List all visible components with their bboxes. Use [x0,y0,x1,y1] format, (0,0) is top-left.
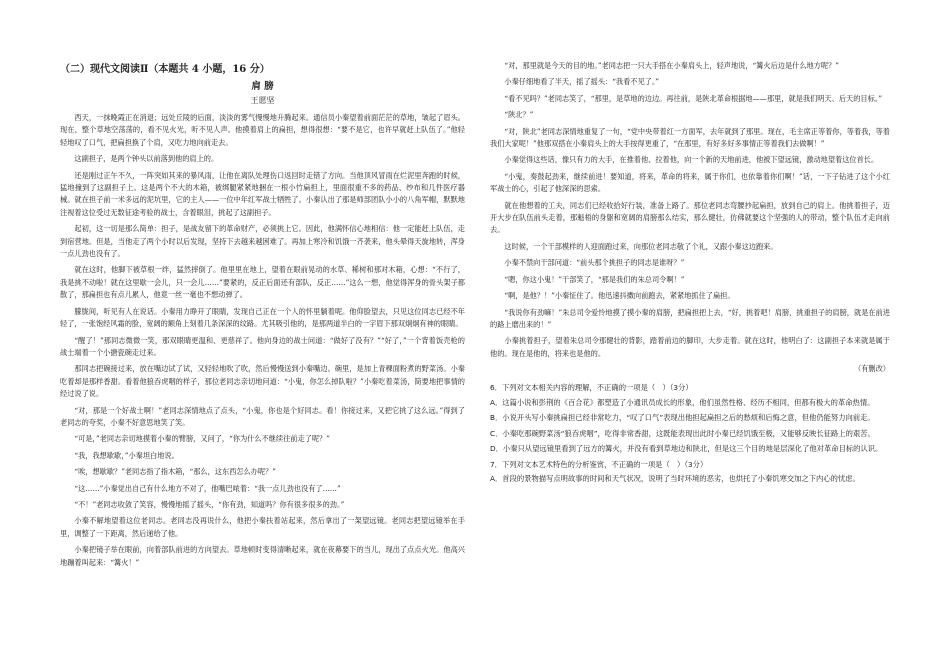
article-paragraph: “陕北？” [504,110,534,120]
article-paragraph: 朦胧间，听见有人在说话。小秦用力睁开了眼睛，发现自己正在一个人的怀里躺着呢。他仰脸望去，只见这位同志已经不年轻了，一张饱经风霜的脸，宽阔的额角上刻着几条深深的纹路。尤其吸引他的，是那两道半白的一字眉下那双炯炯有神的眼睛。 [60,306,465,329]
option-b: B．小说开头写小秦挑扁担已经非常吃力，“叹了口气”表现出他担起扁担之后的愁烦和后悔之意，但他仍能努力向前走。 [490,413,875,423]
article-title: 肩 膀 [251,81,274,92]
section-title: （二）现代文阅读Ⅱ（本题共 4 小题，16 分） [60,64,270,75]
article-paragraph: 西天，一抹晚霞正在消退；远处丘陵的后面，淡淡的雾气慢慢地升腾起来。通信员小秦望着前面茫茫的草地，皱起了眉头。现在，整个草地空荡荡的，看不见火光，听不见人声。他摸着肩上的扁担，想得很想：“要不是它，也许早就赶上队伍了。”他轻轻地叹了口气，把扁担换了个肩，又吃力地向前走去。 [60,113,465,147]
question-7 [490,459,890,485]
article-paragraph: 小秦挑着担子，望着朱总司令那健壮的背影，踏着前边的脚印，大步走着。就在这时，他明白了：这副担子本来就是属于他的。现在是他的，将来也是他的。 [490,336,890,358]
left-column [60,60,465,573]
article-paragraph: 小秦把镜子举在眼前，向着部队前进的方向望去。草地顿时变得清晰起来，就在夜幕要下的当儿，现出了点点火光。他高兴地蹦着叫起来：“篝火！” [60,545,465,567]
article-paragraph: “这……”小秦觉出自己有什么地方不对了，他嘴巴哝着：“我一点儿劲也没有了……” [74,483,341,493]
article-paragraph: 小秦觉得这些话，像只有力的大手，在推着他、拉着他，向一个新的天地前进，他被下望远镜，激动地望着这位首长。 [504,155,879,165]
article-paragraph: “我说你有劲嘛！”朱总司令爱怜地摸了摸小秦的肩膀，把扁担把上去，“好，挑着吧！肩膀，挑重担子的肩膀，就是在前进的路上磨出来的！” [490,307,890,329]
right-column [490,60,890,489]
article-paragraph: 还是刚过正午不久，一阵突如其来的暴风雨，让他在离队处理伤口返回时走错了方向。当他顶风冒雨在烂泥里奔跑的时候，猛地撞到了这副担子上。这是两个不大的木箱，被绑腿紧紧地捆在一根小竹扁担上，里面很重不多的药品、纱布和几件医疗器械。就在担子前一米多远的泥坑里，它的主人——一位中年红军战士牺牲了。小秦认出了那是师部团队小小的八角军帽，默默地注视着这位受过无数征途考验的战士，含着眼泪，挑起了这副担子。 [60,170,465,217]
option-a: A．这篇小说和彭荆的《百合花》都塑造了小通讯员成长的形象，他们虽然性格、经历不相同，但都有极大的革命热情。 [490,397,875,407]
article-paragraph: “看不见吗？”老同志笑了，“那里，是草地的边边。再往前，是陕北革命根据地——那里，就是我们明天、后天的目标。” [504,93,883,103]
article-paragraph: “醒了！”那同志微微一笑，那双眼睛更温和、更慈祥了。他向身边的战士问道：“做好了没有？”“好了，”一个背着饭壳枪的战士端着一个小搪瓷碗走过来。 [60,335,465,357]
question-stem: 6．下列对文本相关内容的理解，不正确的一项是（ ）（3分） [490,383,693,393]
article-paragraph: “不！”老同志收敛了笑容，慢慢地摇了摇头，“你有劲，知道吗？你有很多很多的劲。” [74,499,345,509]
article-paragraph: “我，我想歇歇，”小秦坦白地说。 [74,450,179,460]
article-paragraph: “啊，是他？！”小秦怔住了。他迅速抖擞向前跑去，紧紧地抓住了扁担。 [504,291,735,301]
article-paragraph: 就在他想着的工夫，同志们已经收拾好行装，准备上路了。那位老同志弯腰抄起扁担，放到自己的肩上。他挑着担子，迈开大步在队伍前头走着，那魁梧的身躯和宽阔的肩膀那么结实，那么健壮，仿佛就要这个坚强的人的带动，整个队伍才走向前去。 [490,200,890,235]
article-paragraph: “小鬼，奏鼓起劲来，继续前进！要知道，将来，革命的将来，属于你们，也依靠着你们啊！”话，一下子钻进了这个小红军战士的心，引起了他深深的思索。 [490,171,890,194]
option-d: D．小秦只从望远镜里看到了远方的篝火，并没有看到草地边和陕北，但是这三个目的地是层深化了他对革命目标的认识。 [490,444,883,454]
article-paragraph: 小秦不禁向干部问道：“前头那个挑担子的同志是谁呀？” [504,258,685,268]
article-paragraph: 起初，这一切是那么简单：担子，是战友留下的革命财产，必须挑上它。因此，他满怀信心地相信：他一定能赶上队伍，走到宿营地。但是，当他走了两个小时以后发现，坚持下去越来越困难了。再加上寒冷和饥饿一齐袭来，他头晕得天旋地转，浑身一点儿劲也没有了。 [60,224,465,259]
article-paragraph: 小秦不解地望着这位老同志。老同志没再说什么，他把小秦扶着站起来，然后拿出了一架望远镜。老同志把望远镜举在手里，调整了一下距离，然后递给了他。 [60,516,465,538]
source-note: （有删改） [854,364,890,374]
question-stem: 7．下列对文本艺术特色的分析鉴赏，不正确的一项是（ ）（3分） [490,459,708,469]
article-author: 王愿坚 [250,96,275,105]
option-c: C．小秦吃那碗野菜汤“狼吞虎咽”，吃得非常香甜，这既能表现出此时小秦已经饥饿至极，又能够反映长征路上的艰苦。 [490,428,875,438]
article-paragraph: 这时候，一个干部模样的人迎面跑过来，向那位老同志敬了个礼，又跟小秦这边跑来。 [504,241,778,251]
article-paragraph: “对，那是一个好战士啊！”老同志深情地点了点头，“小鬼，你也是个好同志。看！你接过来，又把它挑了这么远。”得到了老同志的夸奖，小秦不好意思地笑了笑。 [60,405,465,427]
question-6 [490,382,890,455]
article-paragraph: “对，陕北”老同志深情地重复了一句，“党中央带着红一方面军，去年就到了那里。现在，毛主席正等着你，等着我，等着我们大家呢！”他那双搭在小秦肩头上的大手按得更重了，“在那里，有好多好多事情正等着我们去做啊！” [490,126,890,149]
article-paragraph: “嗯，你这小鬼！”干部笑了，“那是我们的朱总司令啊！” [504,274,685,284]
article-paragraph: “唉，想歇歇？”老同志指了指木箱，“那么，这东西怎么办呢？” [74,467,276,477]
article-paragraph: 小秦仔细地看了半天，摇了摇头：“我看不见了。” [504,77,660,87]
article-paragraph: “可是，”老同志亲切地摸着小秦的臂膀，又问了，“你为什么不继续往前走了呢？” [74,434,330,444]
article-paragraph: 这副担子，是两个钟头以前落到他的肩上的。 [74,154,219,164]
option-a: A．首段的景物描写点明故事的时间和天气状况，说明了当时环境的恶劣，也烘托了小秦饥寒交加之下内心的忧虑。 [490,474,860,484]
article-paragraph: 那同志把碗接过来，放在嘴边试了试，又轻轻地吹了吹，然后慢慢送到小秦嘴边。碗里，是加上青稞面粉煮的野菜汤。小秦吃着却是那样香甜。看着他狼吞虎咽的样子，那位老同志亲切地问道：“小鬼，你怎么掉队啦？”小秦吃着菜汤，简要地把事情的经过说了说。 [60,364,465,399]
article-paragraph: “对，那里就是今天的目的地。”老同志把一只大手搭在小秦肩头上，轻声地说，“篝火后边是什么地方呢？” [504,61,839,70]
article-paragraph: 就在这时，他脚下被草根一绊，猛然摔倒了。他里里在地上，望着在眼前晃动的水草、稀树和那对木箱，心想：“不行了，我是挑不动啦！就在这里歇一会儿，只一会儿……”要紧的，反正后面还有部队，反正……”这么一想，他觉得浑身的骨头架子都散了，那扁担也有点儿累人，他竟一丝一毫也不想动弹了。 [60,265,465,300]
